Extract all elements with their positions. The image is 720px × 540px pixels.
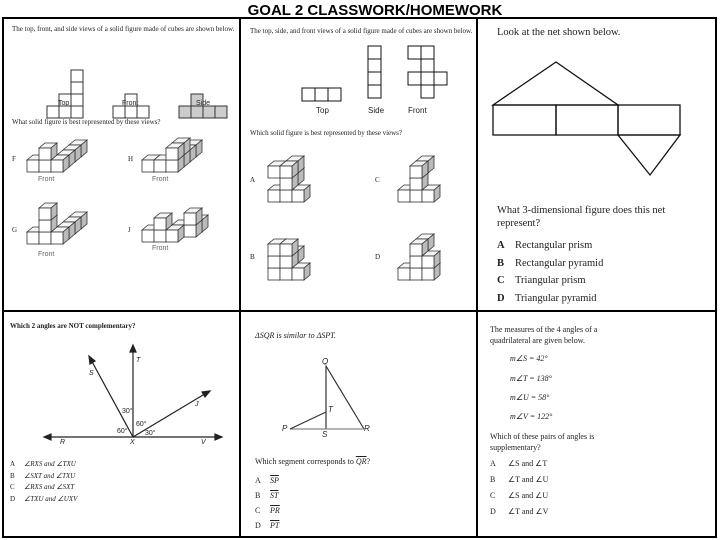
option-letter: B xyxy=(255,491,261,500)
option-letter: B xyxy=(497,257,505,269)
option-letter: D xyxy=(10,494,16,503)
q1-views xyxy=(47,70,227,118)
top-view-square xyxy=(302,88,315,101)
q4-option-a[interactable] xyxy=(10,460,76,468)
angle-label: 30° xyxy=(122,408,133,415)
figure-j[interactable] xyxy=(142,208,208,242)
point-label-x: X xyxy=(130,439,135,446)
side-view-square xyxy=(368,59,381,72)
option-text: ∠S and ∠U xyxy=(508,491,549,500)
q3-net xyxy=(493,62,680,175)
q2-prompt: The top, side, and front views of a solid figure made of cubes are shown below. xyxy=(250,27,473,35)
point-label-t: T xyxy=(136,357,141,364)
option-letter: B xyxy=(490,475,496,484)
option-letter: C xyxy=(10,483,15,491)
side-view-square xyxy=(215,106,227,118)
q5-question-segment: $\overline{QR}$ xyxy=(355,457,367,466)
front-view-square xyxy=(421,59,434,72)
q3-question-line1: What 3-dimensional figure does this net xyxy=(497,205,666,216)
front-view-square xyxy=(434,72,447,85)
option-text: ∠RXS and ∠SXT xyxy=(24,483,75,491)
top-view-square xyxy=(47,106,59,118)
figure-h[interactable] xyxy=(142,138,202,172)
q3-option-c[interactable] xyxy=(497,275,586,286)
q1-choice-f[interactable]: F xyxy=(12,155,16,163)
q1-prompt: The top, front, and side views of a solid figure made of cubes are shown below. xyxy=(12,25,235,33)
q5-prompt xyxy=(255,331,336,340)
option-text: ∠T and ∠U xyxy=(508,475,549,484)
point-label-s: S xyxy=(89,370,94,377)
q4-option-d[interactable] xyxy=(10,495,77,503)
q1-view-label-side: Side xyxy=(196,100,211,107)
q6-question-line2: supplementary? xyxy=(490,443,541,452)
q5-prompt-text: ΔSQR is similar to ΔSPT. xyxy=(255,331,337,340)
point-label-q: Q xyxy=(322,357,329,366)
option-text: Triangular prism xyxy=(515,275,586,286)
front-view-square xyxy=(137,106,149,118)
top-view-square xyxy=(328,88,341,101)
q6-option-c[interactable] xyxy=(490,491,548,500)
q5-option-a[interactable] xyxy=(255,476,279,485)
point-label-j: J xyxy=(195,401,199,408)
option-letter: D xyxy=(490,507,496,516)
top-view-square xyxy=(71,106,83,118)
front-label: Front xyxy=(38,176,55,183)
top-view-square xyxy=(59,106,71,118)
option-text: ∠SXT and ∠TXU xyxy=(24,471,76,480)
option-text: $\overline{ST}$ xyxy=(270,491,279,500)
angle-label: 60° xyxy=(136,421,147,428)
option-letter: A xyxy=(490,459,496,468)
option-text: Triangular pyramid xyxy=(515,292,597,304)
side-view-square xyxy=(368,72,381,85)
q2-choice-b[interactable]: B xyxy=(250,253,255,261)
q1-question: What solid figure is best represented by these views? xyxy=(12,118,161,126)
q5-option-c[interactable] xyxy=(255,506,280,515)
q5-question: Which segment corresponds to $\overline{QR}$? xyxy=(255,457,371,466)
option-letter: A xyxy=(255,476,261,485)
option-letter: D xyxy=(255,521,261,530)
point-label-v: V xyxy=(201,439,206,446)
option-letter: B xyxy=(10,471,15,480)
q2-question: Which solid figure is best represented by these views? xyxy=(250,129,403,137)
side-view-square xyxy=(203,106,215,118)
point-label-t: T xyxy=(328,405,333,414)
option-text: $\overline{PT}$ xyxy=(270,521,280,530)
q3-option-d[interactable] xyxy=(497,293,597,304)
q2-view-label-front: Front xyxy=(408,106,427,115)
front-label: Front xyxy=(152,176,169,183)
q6-question-line1: Which of these pairs of angles is xyxy=(490,432,595,441)
q1-choice-j[interactable]: J xyxy=(128,226,131,234)
option-letter: A xyxy=(10,460,16,468)
q6-option-d[interactable] xyxy=(490,507,548,516)
option-letter: A xyxy=(497,240,505,251)
q3-option-b[interactable] xyxy=(497,258,603,269)
top-view-square xyxy=(71,70,83,82)
q6-prompt-line1: The measures of the 4 angles of a xyxy=(490,325,598,334)
option-letter: C xyxy=(490,491,496,500)
q1-view-label-front: Front xyxy=(122,100,139,107)
option-text: ∠S and ∠T xyxy=(508,459,548,468)
angle-label: 60° xyxy=(117,428,128,435)
q2-choice-c[interactable]: C xyxy=(375,176,380,184)
q2-view-label-side: Side xyxy=(368,106,385,115)
option-text: ∠T and ∠V xyxy=(508,507,549,516)
q2-cube-figures xyxy=(268,156,440,280)
q3-prompt: Look at the net shown below. xyxy=(497,27,621,38)
q6-prompt-line2: quadrilateral are given below. xyxy=(490,336,585,345)
front-view-square xyxy=(421,72,434,85)
point-label-p: P xyxy=(282,424,288,433)
q3-question-line2: represent? xyxy=(497,218,541,229)
q2-choice-d[interactable]: D xyxy=(375,253,381,261)
q2-views xyxy=(302,46,447,101)
q6-option-b[interactable] xyxy=(490,475,548,484)
q6-measure: m∠V = 122° xyxy=(510,412,553,421)
side-view-square xyxy=(179,106,191,118)
side-view-square xyxy=(368,85,381,98)
q6-option-a[interactable] xyxy=(490,459,547,468)
q4-angle-diagram xyxy=(44,345,222,440)
q1-choice-h[interactable]: H xyxy=(128,155,134,163)
front-label: Front xyxy=(152,245,169,252)
front-view-square xyxy=(408,72,421,85)
q2-choice-a[interactable]: A xyxy=(250,176,256,184)
q3-option-a[interactable] xyxy=(497,240,592,251)
figure-a[interactable] xyxy=(268,156,310,202)
option-text: $\overline{PR}$ xyxy=(270,506,280,515)
option-letter: C xyxy=(255,506,261,515)
top-view-square xyxy=(71,82,83,94)
q1-choice-g[interactable]: G xyxy=(12,226,18,234)
front-label: Front xyxy=(38,251,55,258)
option-letter: C xyxy=(497,275,505,286)
front-view-square xyxy=(113,106,125,118)
option-text: ∠TXU and ∠UXV xyxy=(24,494,78,503)
option-text: Rectangular prism xyxy=(515,240,593,251)
side-view-square xyxy=(368,46,381,59)
figure-b[interactable] xyxy=(268,239,310,280)
option-text: $\overline{SP}$ xyxy=(270,476,279,485)
q6-measure: m∠U = 58° xyxy=(510,393,550,402)
q6-measure: m∠T = 138° xyxy=(510,374,552,383)
figure-f[interactable] xyxy=(27,140,87,172)
q2-view-label-top: Top xyxy=(316,106,329,115)
front-view-square xyxy=(408,46,421,59)
front-view-square xyxy=(421,85,434,98)
page-title: GOAL 2 CLASSWORK/HOMEWORK xyxy=(247,2,503,19)
q5-triangle-diagram xyxy=(290,366,364,429)
option-letter: D xyxy=(497,292,505,304)
point-label-r: R xyxy=(364,424,370,433)
side-view-square xyxy=(191,106,203,118)
q5-option-b[interactable] xyxy=(255,491,278,500)
top-view-square xyxy=(71,94,83,106)
q4-question: Which 2 angles are NOT complementary? xyxy=(10,322,136,330)
q1-view-label-top: Top xyxy=(58,100,70,107)
front-view-square xyxy=(125,106,137,118)
q4-option-b[interactable] xyxy=(10,472,75,480)
front-view-square xyxy=(421,46,434,59)
option-text: ∠RXS and ∠TXU xyxy=(24,460,76,468)
figure-c[interactable] xyxy=(398,156,440,202)
point-label-s: S xyxy=(322,430,328,439)
angle-label: 30° xyxy=(145,430,156,437)
q4-option-c[interactable] xyxy=(10,483,74,491)
q5-option-d[interactable] xyxy=(255,521,279,530)
q5-question-text: Which segment corresponds to xyxy=(255,457,354,466)
point-label-r: R xyxy=(60,439,66,446)
figure-g[interactable] xyxy=(27,203,87,244)
q6-measure: m∠S = 42° xyxy=(510,354,548,363)
q1-cube-figures xyxy=(27,138,208,244)
figure-d[interactable] xyxy=(398,234,440,280)
top-view-square xyxy=(315,88,328,101)
option-text: Rectangular pyramid xyxy=(515,257,604,269)
